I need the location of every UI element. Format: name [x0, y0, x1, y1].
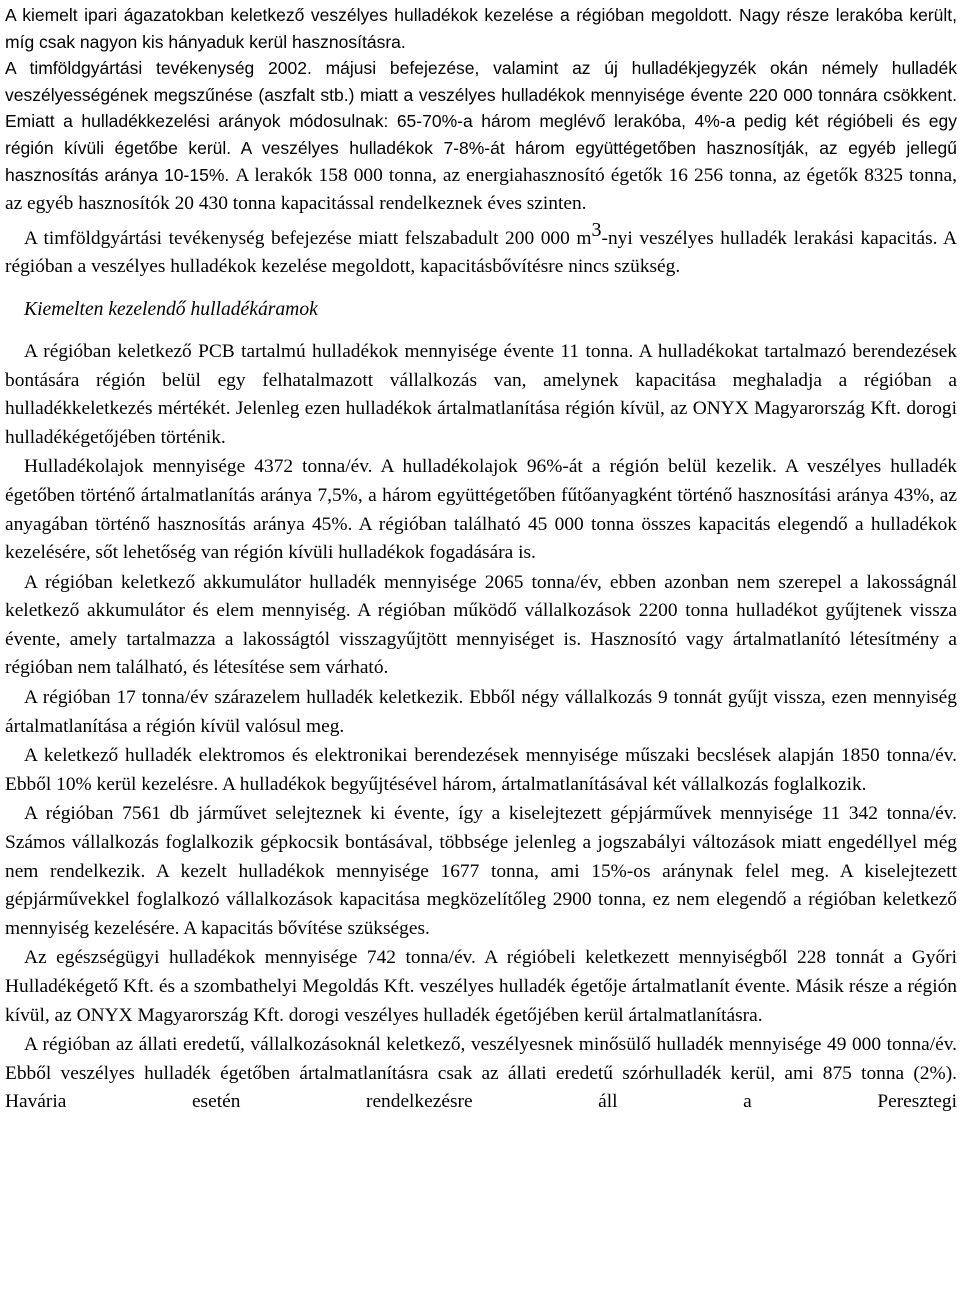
document-page [5, 2, 957, 1117]
paragraph-vehicle-waste: A régióban 7561 db járművet selejteznek ki évente, így a kiselejtezett gépjárművek mennyisége 11 342 tonna/év. Számos vállalkozás foglalkozik gépkocsik bontásával, többsége jelenleg a jogszabályi változások miatt engedéllyel még nem rendelkezik. A kezelt hulladékok mennyisége 1677 tonna, ami 15%-os aránynak felel meg. A kiselejtezett gépjárművekkel foglalkozó vállalkozások kapacitása megközelítőleg 2900 tonna, ez nem elegendő a régióban keletkező mennyiség kezelésére. A kapacitás bővítése szükséges. [5, 803, 957, 939]
capacity-text-part2: -nyi veszélyes hulladék lerakási kapacitás. A régióban a veszélyes hulladékok kezelése megoldott, kapacitásbővítésre nincs szükség. [5, 227, 957, 278]
capacity-text-part1: A timföldgyártási tevékenység befejezése miatt felszabadult 200 000 m [24, 227, 592, 249]
paragraph-alumina-production [5, 55, 957, 219]
paragraph-landfill-capacity [5, 218, 957, 282]
paragraph-electronic-waste: A keletkező hulladék elektromos és elektronikai berendezések mennyisége műszaki becslések alapján 1850 tonna/év. Ebből 10% kerül kezelésre. A hulladékok begyűjtésével három, ártalmatlanításával két vállalkozás foglalkozik. [5, 745, 957, 795]
paragraph-waste-oils: Hulladékolajok mennyisége 4372 tonna/év. A hulladékolajok 96%-át a régión belül kezelik. A veszélyes hulladék égetőben történő ártalmatlanítás aránya 7,5%, a három együttégetőben fűtőanyagként történő hasznosítási aránya 43%, az anyagában történő hasznosítás aránya 45%. A régióban található 45 000 tonna összes kapacitás elegendő a hulladékok kezelésére, sőt lehetőség van régión kívüli hulladékok fogadására is. [5, 456, 957, 564]
paragraph-alumina-production-text: A timföldgyártási tevékenység 2002. májusi befejezése, valamint az új hulladékjegyzék okán némely hulladék veszélyességének megszűnése (aszfalt stb.) miatt a veszélyes hulladékok mennyisége évente 220 000 tonnára csökkent. Emiatt a hulladékkezelési arányok módosulnak: 65-70%-a három meglévő lerakóba, 4%-a pedig két régióbeli és egy régión kívüli égetőbe kerül. A veszélyes hulladékok 7-8%-át három együttégetőben hasznosítják, az egyéb jellegű hasznosítás aránya 10-15%. [5, 58, 957, 185]
paragraph-pcb-waste: A régióban keletkező PCB tartalmú hulladékok mennyisége évente 11 tonna. A hulladékokat tartalmazó berendezések bontására régión belül egy felhatalmazott vállalkozás van, amelynek kapacitása meghaladja a régióban a hulladékkeletkezés mértékét. Jelenleg ezen hulladékok ártalmatlanítása régión kívül, az ONYX Magyarország Kft. dorogi hulladékégetőjében történik. [5, 340, 957, 448]
cubic-superscript: 3 [591, 218, 602, 241]
paragraph-animal-waste: A régióban az állati eredetű, vállalkozásoknál keletkező, veszélyesnek minősülő hulladék mennyisége 49 000 tonna/év. Ebből veszélyes hulladék égetőben ártalmatlanításra csak az állati eredetű szórhulladék kerül, ami 875 tonna (2%). Havária esetén rendelkezésre áll a Peresztegi [5, 1034, 957, 1113]
paragraph-dry-cell-waste: A régióban 17 tonna/év szárazelem hulladék keletkezik. Ebből négy vállalkozás 9 tonnát gyűjt vissza, ezen mennyiség ártalmatlanítása a régión kívül valósul meg. [5, 687, 957, 737]
paragraph-medical-waste: Az egészségügyi hulladékok mennyisége 742 tonna/év. A régióbeli keletkezett mennyiségből 228 tonnát a Győri Hulladékégető Kft. és a szombathelyi Megoldás Kft. veszélyes hulladék égetője ártalmatlanít évente. Másik része a régión kívül, az ONYX Magyarország Kft. dorogi veszélyes hulladék égetőjében kerül ártalmatlanításra. [5, 947, 957, 1026]
paragraph-capacities-text: A lerakók 158 000 tonna, az energiahasznosító égetők 16 256 tonna, az égetők 8325 tonna, az egyéb hasznosítók 20 430 tonna kapacitással rendelkeznek éves szinten. [5, 164, 957, 215]
paragraph-battery-waste: A régióban keletkező akkumulátor hulladék mennyisége 2065 tonna/év, ebben azonban nem szerepel a lakosságnál keletkező akkumulátor és elem mennyiség. A régióban működő vállalkozások 2200 tonna hulladékot gyűjtenek vissza évente, amely tartalmazza a lakosságtól visszagyűjtött mennyiséget is. Hasznosító vagy ártalmatlanító létesítmény a régióban nem található, és létesítése sem várható. [5, 571, 957, 679]
paragraph-hazardous-waste-intro: A kiemelt ipari ágazatokban keletkező veszélyes hulladékok kezelése a régióban megoldott. Nagy része lerakóba került, míg csak nagyon kis hányaduk kerül hasznosításra. [5, 5, 957, 52]
section-heading: Kiemelten kezelendő hulladékáramok [24, 298, 318, 320]
